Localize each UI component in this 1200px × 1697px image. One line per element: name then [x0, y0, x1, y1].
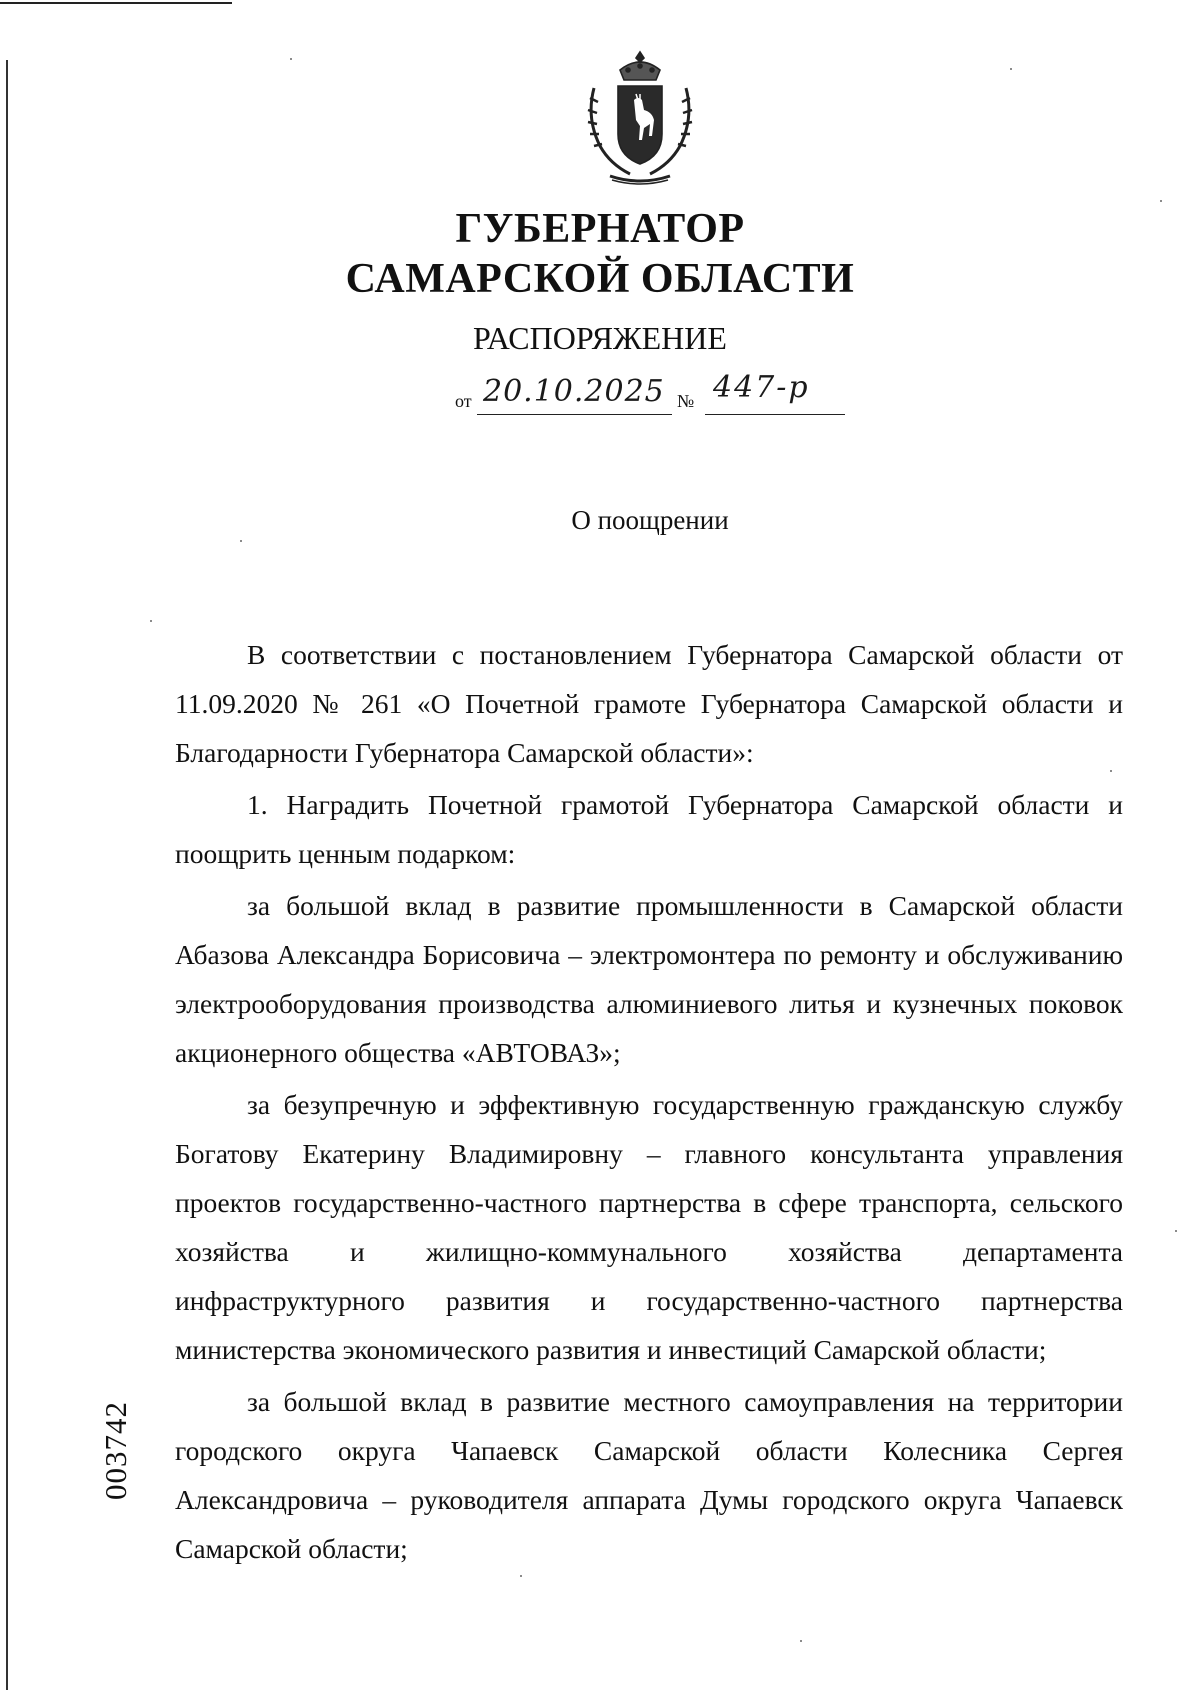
handwritten-date: 20.10.2025: [483, 374, 665, 409]
scan-speck: [800, 1640, 802, 1642]
document-body: [175, 630, 1123, 1573]
paragraph-award-3: за большой вклад в развитие местного самоуправления на территории городского округа Чапаевск Самарской области Колесника Сергея Александровича – руководителя аппарата Думы городского округа Чапаевск Самарской области;: [175, 1386, 1123, 1564]
scan-edge-top: [0, 2, 232, 4]
document-title-line1: ГУБЕРНАТОР: [455, 206, 745, 252]
paragraph-award-2: за безупречную и эффективную государственную гражданскую службу Богатову Екатерину Владимировну – главного консультанта управления проектов государственно-частного партнерства в сфере транспорта, сельского хозяйства и жилищно-коммунального хозяйства департамента инфраструктурного развития и государственно-частного партнерства министерства экономического развития и инвестиций Самарской области;: [175, 1089, 1123, 1365]
handwritten-number: 447-р: [713, 370, 810, 405]
margin-serial-number: 003742: [98, 1401, 133, 1500]
coat-of-arms-emblem: [580, 48, 700, 188]
document-title-line2: САМАРСКОЙ ОБЛАСТИ: [345, 256, 855, 302]
scan-speck: [1175, 1230, 1177, 1232]
number-underline: [705, 414, 845, 415]
scan-speck: [150, 620, 152, 622]
date-underline: [477, 414, 672, 415]
date-label: от: [455, 391, 472, 411]
scan-speck: [1160, 200, 1162, 202]
scan-speck: [290, 58, 292, 60]
scan-edge-left: [6, 60, 8, 1690]
scan-speck: [1110, 770, 1112, 772]
scan-speck: [240, 540, 242, 542]
number-label: №: [677, 391, 695, 411]
scan-speck: [520, 1575, 522, 1577]
paragraph-award-1: за большой вклад в развитие промышленности в Самарской области Абазова Александра Борисовича – электромонтера по ремонту и обслуживанию электрооборудования производства алюминиевого литья и кузнечных поковок акционерного общества «АВТОВАЗ»;: [175, 890, 1123, 1068]
scan-speck: [1010, 68, 1012, 70]
paragraph-intro: В соответствии с постановлением Губернатора Самарской области от 11.09.2020 № 261 «О Почетной грамоте Губернатора Самарской области и Благодарности Губернатора Самарской области»:: [175, 639, 1123, 768]
paragraph-item-1: 1. Наградить Почетной грамотой Губернатора Самарской области и поощрить ценным подарком:: [175, 789, 1123, 869]
document-type: РАСПОРЯЖЕНИЕ: [473, 320, 727, 356]
document-subject: О поощрении: [571, 505, 729, 535]
date-number-line: [455, 370, 845, 418]
